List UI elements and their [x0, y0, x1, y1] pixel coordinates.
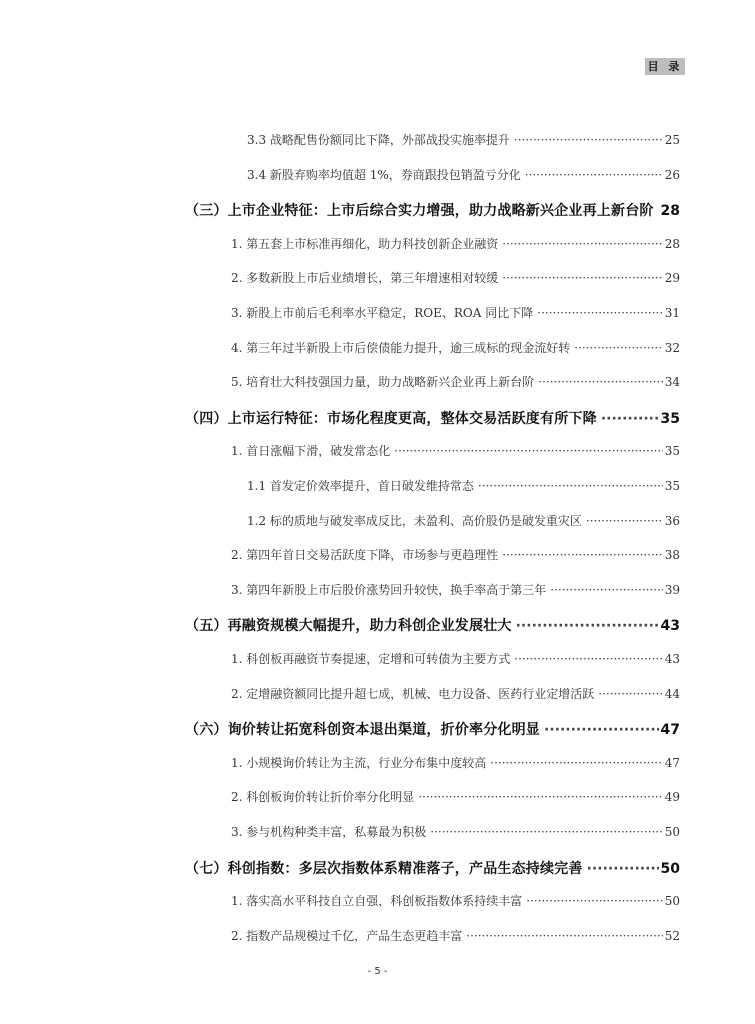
- toc-dot-leader: [478, 479, 663, 493]
- toc-entry-title: 1. 首日涨幅下滑，破发常态化: [231, 444, 391, 459]
- toc-dot-leader: [502, 548, 662, 562]
- toc-entry-title: （七）科创指数：多层次指数体系精准落子，产品生态持续完善: [185, 860, 583, 877]
- toc-entry-page: 31: [664, 306, 680, 320]
- toc-dot-leader: [502, 271, 662, 285]
- toc-entry-page: 26: [664, 167, 680, 182]
- toc-entry-page: 47: [660, 722, 680, 739]
- toc-entry-title: 1.2 标的质地与破发率成反比，未盈利、高价股仍是破发重灾区: [247, 513, 582, 528]
- toc-dot-leader: [418, 790, 662, 804]
- page-number: - 5 -: [367, 966, 388, 977]
- toc-entry-title: 1. 小规模询价转让为主流，行业分布集中度较高: [231, 755, 487, 770]
- toc-entry[interactable]: [185, 719, 680, 739]
- toc-entry-title: 3.3 战略配售份额同比下降，外部战投实施率提升: [247, 133, 510, 147]
- toc-entry[interactable]: [231, 339, 680, 356]
- toc-entry[interactable]: [185, 858, 680, 878]
- toc-entry-page: 49: [664, 790, 680, 805]
- toc-entry-title: 2. 多数新股上市后业绩增长，第三年增速相对较缓: [231, 271, 499, 286]
- toc-dot-leader: [658, 203, 659, 219]
- toc-entry-page: 35: [660, 410, 680, 427]
- toc-dot-leader: [430, 825, 662, 839]
- toc-entry-title: 1.1 首发定价效率提升，首日破发维持常态: [247, 479, 474, 493]
- toc-entry-title: 2. 第四年首日交易活跃度下降，市场参与更趋理性: [231, 548, 499, 563]
- toc-dot-leader: [516, 618, 659, 634]
- toc-entry-page: 43: [664, 652, 680, 666]
- toc-entry-page: 52: [664, 928, 680, 943]
- toc-entry-page: 36: [664, 513, 680, 528]
- toc-entry-page: 47: [664, 755, 680, 770]
- toc-entry-page: 35: [664, 479, 680, 493]
- toc-dot-leader: [601, 411, 659, 427]
- toc-dot-leader: [586, 514, 663, 528]
- toc-entry[interactable]: [247, 166, 680, 183]
- toc-entry[interactable]: [231, 927, 680, 944]
- toc-entry-page: 50: [664, 825, 680, 839]
- toc-entry-title: 3. 第四年新股上市后股价涨势回升较快，换手率高于第三年: [231, 582, 547, 597]
- toc-entry[interactable]: [231, 546, 680, 563]
- toc-entry[interactable]: [231, 788, 680, 805]
- toc-entry-title: 1. 落实高水平科技自立自强，科创板指数体系持续丰富: [231, 894, 523, 909]
- toc-dot-leader: [574, 341, 662, 355]
- toc-entry-page: 28: [660, 203, 680, 220]
- toc-entry[interactable]: [231, 892, 680, 909]
- toc-entry[interactable]: [231, 304, 680, 321]
- toc-entry[interactable]: [231, 685, 680, 702]
- toc-entry-page: 44: [664, 686, 680, 701]
- toc-entry-title: 3.4 新股弃购率均值超 1%，券商跟投包销盈亏分化: [247, 167, 521, 182]
- toc-entry[interactable]: [231, 581, 680, 598]
- toc-dot-leader: [490, 756, 662, 770]
- toc-entry[interactable]: [231, 754, 680, 771]
- toc-dot-leader: [598, 687, 662, 701]
- toc-dot-leader: [394, 444, 662, 458]
- toc-entry-title: 3. 参与机构种类丰富，私募最为积极: [231, 825, 427, 839]
- toc-dot-leader: [537, 306, 662, 320]
- toc-entry[interactable]: [185, 200, 680, 220]
- toc-entry-page: 39: [664, 582, 680, 597]
- toc-entry-title: 2. 指数产品规模过千亿，产品生态更趋丰富: [231, 928, 463, 943]
- toc-entry[interactable]: [231, 269, 680, 286]
- toc-dot-leader: [550, 583, 662, 597]
- toc-dot-leader: [587, 861, 659, 877]
- toc-entry[interactable]: [247, 131, 680, 148]
- toc-entry-page: 50: [664, 894, 680, 909]
- toc-entry-page: 38: [664, 548, 680, 563]
- toc-entry-page: 29: [664, 271, 680, 286]
- toc-entry-page: 34: [664, 375, 680, 390]
- toc-entry[interactable]: [247, 477, 680, 494]
- toc-entry-title: （六）询价转让拓宽科创资本退出渠道，折价率分化明显: [185, 722, 540, 739]
- toc-entry-title: 2. 科创板询价转让折价率分化明显: [231, 790, 415, 805]
- toc-dot-leader: [544, 722, 659, 738]
- toc-entry-title: 1. 第五套上市标准再细化，助力科技创新企业融资: [231, 236, 499, 251]
- toc-entry-page: 25: [664, 133, 680, 147]
- toc-entry-title: 3. 新股上市前后毛利率水平稳定，ROE、ROA 同比下降: [231, 306, 534, 320]
- toc-dot-leader: [502, 237, 662, 251]
- toc-entry-page: 43: [660, 618, 680, 635]
- toc-entry-title: （五）再融资规模大幅提升，助力科创企业发展壮大: [185, 618, 512, 635]
- toc-dot-leader: [525, 168, 663, 182]
- toc-entry-title: 2. 定增融资额同比提升超七成，机械、电力设备、医药行业定增活跃: [231, 686, 595, 701]
- toc-dot-leader: [514, 652, 662, 666]
- toc-entry-title: 1. 科创板再融资节奏提速，定增和可转债为主要方式: [231, 652, 511, 666]
- toc-entry[interactable]: [231, 650, 680, 667]
- toc-entry-title: 5. 培育壮大科技强国力量，助力战略新兴企业再上新台阶: [231, 375, 535, 390]
- toc-entry-title: （四）上市运行特征：市场化程度更高，整体交易活跃度有所下降: [185, 410, 597, 427]
- toc-entry-title: 4. 第三年过半新股上市后偿债能力提升，逾三成标的现金流好转: [231, 340, 571, 355]
- toc-entry[interactable]: [231, 373, 680, 390]
- toc-dot-leader: [538, 375, 662, 389]
- toc-entry-page: 28: [664, 236, 680, 251]
- toc-entry-page: 32: [664, 340, 680, 355]
- toc-header-tag: 目 录: [645, 58, 685, 75]
- toc-dot-leader: [526, 894, 662, 908]
- toc-entry-page: 50: [660, 860, 680, 877]
- toc-dot-leader: [466, 929, 662, 943]
- toc-entry[interactable]: [231, 823, 680, 840]
- toc-entry[interactable]: [231, 235, 680, 252]
- toc-entry[interactable]: [185, 408, 680, 428]
- toc-entry[interactable]: [247, 512, 680, 529]
- toc-dot-leader: [514, 133, 663, 147]
- toc-entry-title: （三）上市企业特征：上市后综合实力增强，助力战略新兴企业再上新台阶: [185, 203, 654, 220]
- toc-entry[interactable]: [231, 442, 680, 459]
- toc-entry[interactable]: [185, 615, 680, 635]
- toc-entry-page: 35: [664, 444, 680, 459]
